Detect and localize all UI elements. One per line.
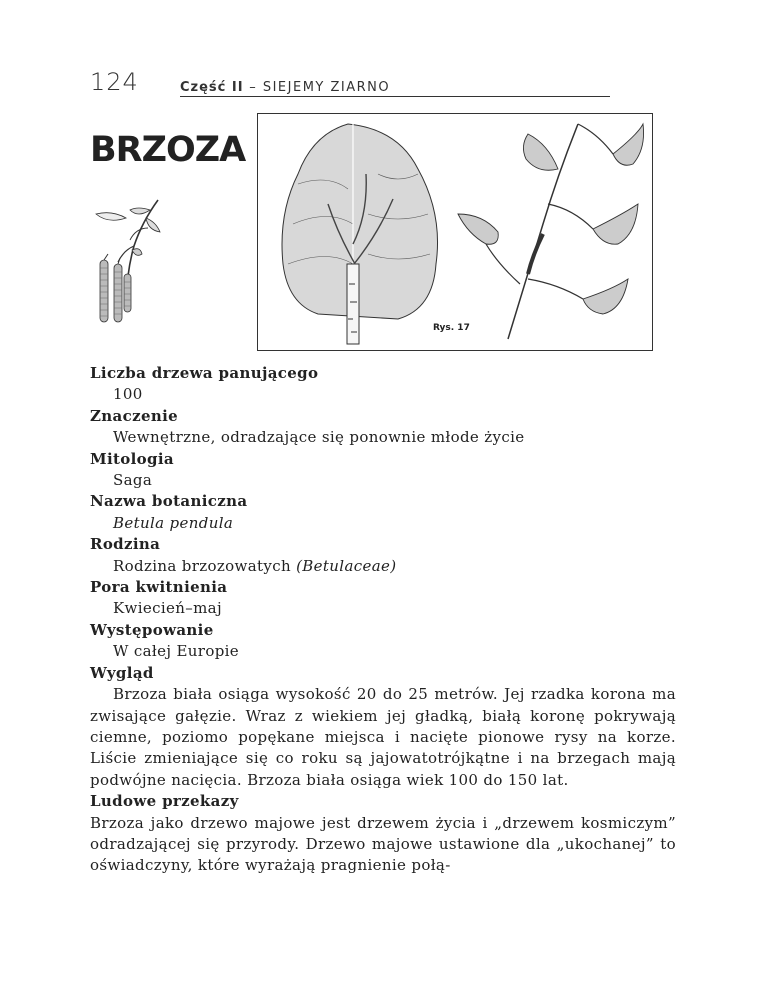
value-mythology: Saga (113, 471, 153, 490)
heading-tree-number: Liczba drzewa panującego (90, 364, 319, 382)
part-label: Część II (180, 80, 244, 95)
section-title: – SIEJEMY ZIARNO (249, 80, 391, 95)
birch-figure (257, 113, 653, 351)
heading-flowering: Pora kwitnienia (90, 578, 228, 597)
heading-folklore: Ludowe przekazy (90, 792, 239, 811)
heading-botanical-name: Nazwa botaniczna (90, 492, 248, 511)
family-name: Rodzina brzozowatych (113, 556, 291, 575)
value-family (90, 556, 676, 577)
value-tree-number: 100 (113, 385, 143, 404)
value-flowering: Kwiecień–maj (113, 599, 222, 618)
heading-family: Rodzina (90, 535, 161, 554)
paragraph-folklore: Brzoza jako drzewo majowe jest drzewem życia i „drzewem kosmiczym” odradzającej się przyrody. Drzewo majowe ustawione dla „ukochanej” to oświadczyny, które wyrażają pragnienie połą- (90, 813, 676, 875)
figure-label: Rys. 17 (433, 323, 470, 333)
family-latin: (Betulaceae) (296, 556, 397, 575)
value-meaning: Wewnętrzne, odradzające się ponownie młode życie (113, 428, 525, 447)
heading-mythology: Mitologia (90, 449, 174, 468)
paragraph-appearance: Brzoza biała osiąga wysokość 20 do 25 metrów. Jej rzadka korona ma zwisające gałęzie. Wraz z wiekiem jej gładką, białą koronę pokrywają ciemne, poziomo popękane miejsca i nacięte pionowe rysy na korze. Liście zmieniające się co roku są jajowatotrójkątne i na brzegach mają podwójne nacięcia. Brzoza biała osiąga wiek 100 do 150 lat. (90, 685, 676, 789)
birch-catkin-illustration (90, 188, 168, 328)
page-title: BRZOZA (90, 130, 246, 170)
page-number: 124 (90, 68, 139, 96)
heading-meaning: Znaczenie (90, 406, 179, 425)
value-occurrence: W całej Europie (113, 642, 240, 661)
running-head (180, 80, 610, 97)
entry-content (90, 363, 676, 877)
birch-tree-and-leaves-illustration (258, 114, 652, 350)
heading-occurrence: Występowanie (90, 620, 214, 639)
value-botanical-name: Betula pendula (113, 513, 234, 532)
heading-appearance: Wygląd (90, 663, 154, 682)
